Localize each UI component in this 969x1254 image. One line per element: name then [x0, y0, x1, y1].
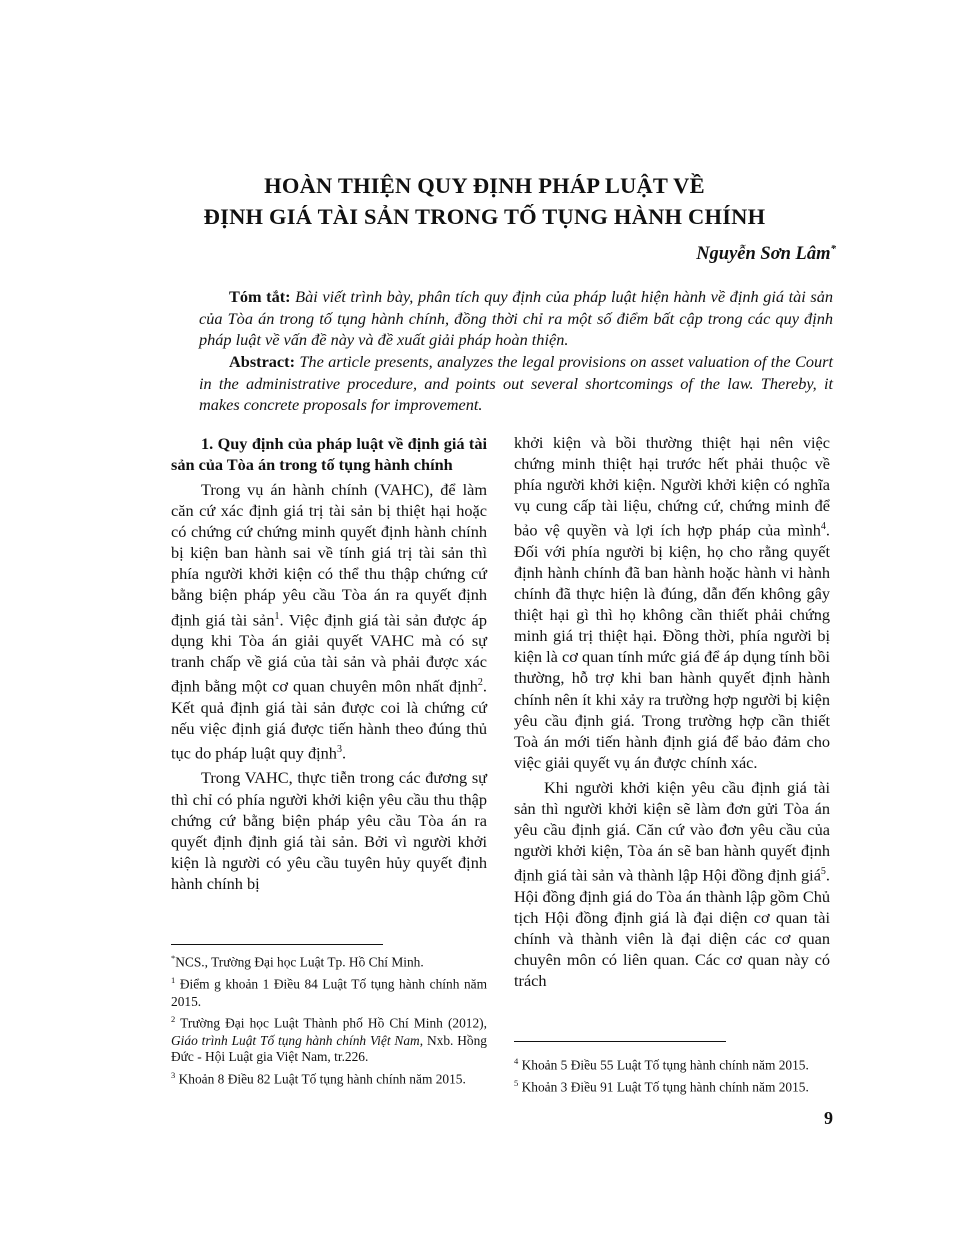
footnote-1-text: Điểm g khoản 1 Điều 84 Luật Tố tụng hành chính năm 2015.	[171, 976, 487, 1009]
footnote-5-mark: 5	[514, 1078, 519, 1089]
abstract-en-text: The article presents, analyzes the legal provisions on asset valuation of the Court in the administrative procedure, and points out several shortcomings of the law. Thereby, it makes concrete proposals for improvement.	[199, 352, 833, 414]
abstract-en-label: Abstract:	[229, 352, 296, 371]
footnote-2-text-pre: Trường Đại học Luật Thành phố Hồ Chí Minh (2012),	[180, 1015, 487, 1031]
author-name	[696, 243, 836, 265]
left-p1-text-b: . Việc định giá tài sản được áp dụng khi Tòa án giải quyết VAHC mà có sự tranh chấp về giá của tài sản và phải được xác định bằng một cơ quan chuyên môn nhất định	[171, 609, 487, 696]
footnote-divider-left	[171, 944, 383, 945]
footnote-4-text: Khoản 5 Điều 55 Luật Tố tụng hành chính năm 2015.	[521, 1057, 809, 1073]
footnote-star-mark: *	[171, 953, 176, 963]
footnote-ref-4[interactable]: 4	[820, 521, 826, 533]
footnote-ref-2[interactable]: 2	[477, 677, 483, 689]
footnote-4	[514, 1053, 830, 1074]
left-paragraph-1	[171, 479, 487, 763]
footnote-3-text: Khoản 8 Điều 82 Luật Tố tụng hành chính năm 2015.	[178, 1071, 466, 1087]
right-column	[514, 432, 830, 991]
footnote-2-book-title: Giáo trình Luật Tố tụng hành chính Việt Nam	[171, 1032, 420, 1048]
article-title-line-2: ĐỊNH GIÁ TÀI SẢN TRONG TỐ TỤNG HÀNH CHÍNH	[203, 204, 766, 229]
footnote-2-mark: 2	[171, 1014, 176, 1025]
left-column	[171, 433, 487, 894]
right-p1-text-b: . Đối với phía người bị kiện, họ cho rằng quyết định hành chính đã ban hành hoặc hành vi hành chính đã thực hiện là đúng, dẫn đến không gây thiệt hại gì thì họ không cần thiết phải chứng minh giá trị thiệt hại. Đồng thời, phía người bị kiện là cơ quan tính mức giá để áp dụng tính bồi thường, hỗ trợ khi ban hành quyết định hành chính nên ít khi xảy ra trường hợp người bị kiện yêu cầu định giá. Trong trường hợp cần thiết Toà án mới tiến hành định giá để bảo đảm cho việc giải quyết vụ án được chính xác.	[514, 520, 830, 772]
article-title-line-1: HOÀN THIỆN QUY ĐỊNH PHÁP LUẬT VỀ	[264, 173, 705, 198]
right-paragraph-1	[514, 432, 830, 773]
footnote-3	[171, 1067, 487, 1088]
footnote-ref-1[interactable]: 1	[274, 610, 280, 622]
left-p1-text-d: .	[341, 743, 347, 763]
footnote-2	[171, 1011, 487, 1066]
footnotes-left	[171, 950, 487, 1089]
page-number: 9	[824, 1108, 833, 1128]
abstract-vietnamese	[199, 286, 833, 351]
footnote-divider-right	[514, 1041, 726, 1042]
right-p1-text-a: khởi kiện và bồi thường thiệt hại nên việc chứng minh thiệt hại trước hết phải thuộc về phía người khởi kiện. Người khởi kiện có nghĩa vụ cung cấp tài liệu, chứng cứ, chứng minh để bảo vệ quyền và lợi ích hợp pháp của mình	[514, 433, 830, 540]
footnote-star	[171, 950, 487, 971]
right-p2-text-a: Khi người khởi kiện yêu cầu định giá tài sản thì người khởi kiện sẽ làm đơn gửi Tòa án yêu cầu định giá. Căn cứ vào đơn yêu cầu của người khởi kiện, Tòa án sẽ ban hành quyết định định giá tài sản và thành lập Hội đồng định giá	[514, 777, 830, 885]
footnote-2-text-post: , Nxb. Hồng Đức - Hội Luật gia Việt Nam, tr.226.	[171, 1032, 487, 1065]
abstract-english	[199, 351, 833, 416]
abstract-vi-text: Bài viết trình bày, phân tích quy định của pháp luật hiện hành về định giá tài sản của Tòa án trong tố tụng hành chính, đồng thời chỉ ra một số điểm bất cập trong các quy định pháp luật về vấn đề này và đề xuất giải pháp hoàn thiện.	[199, 287, 833, 349]
left-p1-text-c: . Kết quả định giá tài sản được coi là chứng cứ nếu việc định giá được tiến hành theo đúng thủ tục do pháp luật quy định	[171, 676, 487, 763]
footnote-star-text: NCS., Trường Đại học Luật Tp. Hồ Chí Minh.	[175, 954, 424, 970]
footnote-3-mark: 3	[171, 1070, 176, 1081]
footnote-ref-5[interactable]: 5	[820, 866, 826, 878]
abstract-vi-label: Tóm tắt:	[229, 287, 291, 306]
footnotes-right	[514, 1053, 830, 1098]
author-name-text: Nguyễn Sơn Lâm	[696, 244, 831, 265]
section-heading: 1. Quy định của pháp luật về định giá tài sản của Tòa án trong tố tụng hành chính	[171, 434, 487, 474]
left-paragraph-2: Trong VAHC, thực tiễn trong các đương sự thì chỉ có phía người khởi kiện yêu cầu thu thập chứng cứ bằng biện pháp yêu cầu Tòa án ra quyết định định giá tài sản. Bởi vì người khởi kiện là người có yêu cầu tuyên hủy quyết định hành chính bị	[171, 768, 487, 893]
footnote-4-mark: 4	[514, 1056, 519, 1066]
footnote-1-mark: 1	[171, 975, 176, 986]
footnote-ref-3[interactable]: 3	[336, 743, 342, 755]
author-footnote-mark: *	[830, 243, 836, 255]
right-paragraph-2	[514, 777, 830, 991]
footnote-1	[171, 972, 487, 1010]
right-p2-text-b: . Hội đồng định giá do Tòa án thành lập gồm Chủ tịch Hội đồng định giá là đại diện cơ quan tài chính và thành viên là đại diện các cơ quan chuyên môn có liên quan. Các cơ quan này có trách	[514, 865, 830, 991]
left-p1-text-a: Trong vụ án hành chính (VAHC), để làm căn cứ xác định giá trị tài sản bị thiệt hại hoặc có chứng cứ chứng minh quyết định hành chính bị kiện ban hành sai về tính giá trị tài sản thì phía người khởi kiện có thể thu thập chứng cứ bằng biện pháp yêu cầu Tòa án ra quyết định định giá tài sản	[171, 480, 487, 629]
footnote-5	[514, 1075, 830, 1096]
footnote-5-text: Khoản 3 Điều 91 Luật Tố tụng hành chính năm 2015.	[521, 1079, 809, 1095]
